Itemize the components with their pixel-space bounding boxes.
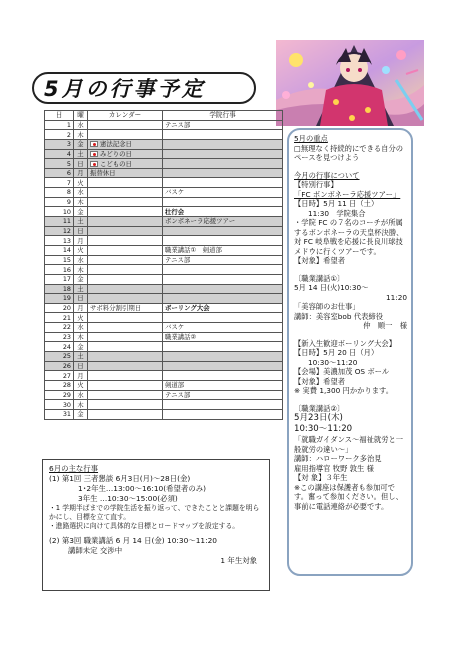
- event-cell: [163, 313, 283, 323]
- table-row: [45, 274, 283, 284]
- weekday-cell: 金: [74, 139, 88, 149]
- calendar-cell: [88, 390, 163, 400]
- weekday-cell: 日: [74, 159, 88, 169]
- weekday-cell: 土: [74, 352, 88, 362]
- weekday-cell: 火: [74, 245, 88, 255]
- bowling-date: 【日時】5月 20 日（月）: [294, 348, 379, 357]
- event-cell: [163, 409, 283, 419]
- table-row: [45, 400, 283, 410]
- table-row: [45, 265, 283, 275]
- weekday-cell: 月: [74, 168, 88, 178]
- tour-time: 11:30 学院集合: [308, 208, 366, 218]
- event-cell: ボーリング大会: [163, 303, 283, 313]
- june-line-grade3: 3年生 …10:30～15:00(必須): [78, 494, 178, 503]
- talk1-date: 5月 14 日(火)10:30～: [294, 283, 369, 292]
- decorative-illustration: [276, 40, 424, 126]
- weekday-cell: 木: [74, 197, 88, 207]
- day-cell: 11: [45, 217, 74, 227]
- bowling-target: 【対象】希望者: [294, 376, 346, 386]
- talk2-note: ※この講座は保護者も参加可です。奮って参加ください。但し、事前に電話連絡が必要です。: [294, 482, 403, 511]
- event-cell: [163, 342, 283, 352]
- calendar-cell: [88, 255, 163, 265]
- calendar-cell: [88, 188, 163, 198]
- talk2-time: 10:30～11:20: [294, 424, 353, 434]
- day-cell: 29: [45, 390, 74, 400]
- event-cell: [163, 236, 283, 246]
- weekday-cell: 月: [74, 236, 88, 246]
- event-cell: テニス部: [163, 255, 283, 265]
- event-cell: バスケ: [163, 323, 283, 333]
- calendar-cell: [88, 303, 163, 313]
- calendar-cell: [88, 120, 163, 130]
- weekday-cell: 日: [74, 226, 88, 236]
- weekday-cell: 木: [74, 400, 88, 410]
- table-row: [45, 332, 283, 342]
- calendar-text: 憲法記念日: [100, 140, 132, 149]
- day-cell: 16: [45, 265, 74, 275]
- talk2-speaker-name: 雇用指導官 牧野 敦生 様: [294, 463, 374, 473]
- day-cell: 6: [45, 168, 74, 178]
- weekday-cell: 水: [74, 255, 88, 265]
- talk2-speaker: 講師：ハローワーク多治見: [294, 454, 382, 463]
- event-cell: [163, 139, 283, 149]
- focus-text: □無理なく持続的にできる自分のペースを見つけよう: [294, 143, 404, 162]
- day-cell: 15: [45, 255, 74, 265]
- table-row: [45, 303, 283, 313]
- day-cell: 21: [45, 313, 74, 323]
- talk1-end-time: 11:20: [385, 292, 407, 302]
- day-cell: 30: [45, 400, 74, 410]
- monthly-events-panel: [287, 128, 413, 576]
- weekday-cell: 日: [74, 361, 88, 371]
- events-heading: 今月の行事について: [294, 170, 360, 180]
- june-events-box: [42, 459, 270, 591]
- table-row: [45, 130, 283, 140]
- table-row: [45, 323, 283, 333]
- tour-target: 【対象】希望者: [294, 256, 346, 265]
- day-cell: 24: [45, 342, 74, 352]
- event-cell: [163, 149, 283, 159]
- table-row: [45, 120, 283, 130]
- japan-flag-icon: [90, 151, 98, 157]
- bowling-fee: ※ 実費 1,300 円かかります。: [294, 386, 394, 395]
- day-cell: 3: [45, 139, 74, 149]
- weekday-cell: 火: [74, 313, 88, 323]
- focus-heading: 5月の重点: [294, 134, 328, 143]
- calendar-text: 振替休日: [90, 169, 116, 178]
- calendar-cell: [88, 245, 163, 255]
- calendar-cell: [88, 274, 163, 284]
- weekday-cell: 水: [74, 390, 88, 400]
- event-cell: [163, 197, 283, 207]
- event-cell: [163, 168, 283, 178]
- table-row: [45, 313, 283, 323]
- weekday-cell: 土: [74, 217, 88, 227]
- calendar-cell: [88, 361, 163, 371]
- talk2-label: 〔職業講話②〕: [294, 403, 345, 413]
- june-line-grade12: 1･2年生…13:00～16:10(希望者のみ): [78, 484, 206, 493]
- weekday-cell: 金: [74, 207, 88, 217]
- day-cell: 20: [45, 303, 74, 313]
- calendar-cell: [88, 332, 163, 342]
- weekday-cell: 土: [74, 149, 88, 159]
- table-row: [45, 390, 283, 400]
- event-cell: [163, 400, 283, 410]
- calendar-cell: [88, 342, 163, 352]
- event-cell: [163, 226, 283, 236]
- calendar-cell: [88, 226, 163, 236]
- day-cell: 23: [45, 332, 74, 342]
- table-row: [45, 139, 283, 149]
- calendar-cell: [88, 265, 163, 275]
- june-line-talk: (2) 第3回 職業講話 6 月 14 日(金) 10:30～11:20: [49, 535, 217, 545]
- calendar-cell: [88, 168, 163, 178]
- special-label: 【特別行事】: [294, 180, 338, 189]
- table-row: [45, 168, 283, 178]
- weekday-cell: 金: [74, 342, 88, 352]
- calendar-cell: [88, 352, 163, 362]
- event-cell: テニス部: [163, 390, 283, 400]
- header-calendar: カレンダー: [88, 111, 163, 121]
- event-cell: [163, 178, 283, 188]
- day-cell: 9: [45, 197, 74, 207]
- table-row: [45, 294, 283, 304]
- calendar-text: みどりの日: [100, 149, 132, 158]
- day-cell: 5: [45, 159, 74, 169]
- day-cell: 31: [45, 409, 74, 419]
- day-cell: 1: [45, 120, 74, 130]
- calendar-cell: [88, 149, 163, 159]
- calendar-table: [44, 110, 283, 420]
- weekday-cell: 日: [74, 294, 88, 304]
- june-line-conference: (1) 第1回 三者懇談 6月3日(月)～28日(金): [49, 474, 191, 483]
- calendar-text: サボ料分割引期日: [90, 304, 142, 313]
- june-line-purpose: ・1 学期半ばまでの学院生活を振り返って、できたことと課題を明らかにし、目標を立て直す。: [49, 504, 260, 522]
- talk2-date: 5月23日(木): [294, 413, 343, 423]
- tour-name: 「FC ボンボネーラ応援ツアー」: [294, 189, 401, 199]
- weekday-cell: 火: [74, 178, 88, 188]
- june-line-goal: ・進路選択に向けて具体的な目標とロードマップを設定する。: [49, 522, 240, 531]
- day-cell: 28: [45, 380, 74, 390]
- day-cell: 10: [45, 207, 74, 217]
- calendar-cell: [88, 159, 163, 169]
- june-heading: 6月の主な行事: [49, 464, 99, 473]
- event-cell: 職業講話① 剣道部: [163, 245, 283, 255]
- calendar-cell: [88, 139, 163, 149]
- event-cell: [163, 371, 283, 381]
- event-cell: 職業講話②: [163, 332, 283, 342]
- title-banner: [32, 72, 256, 104]
- page-title: 5月の行事予定: [44, 77, 206, 101]
- day-cell: 22: [45, 323, 74, 333]
- event-cell: [163, 159, 283, 169]
- bowling-label: 【新入生歓迎ボーリング大会】: [294, 338, 397, 348]
- weekday-cell: 金: [74, 409, 88, 419]
- weekday-cell: 水: [74, 323, 88, 333]
- weekday-cell: 木: [74, 265, 88, 275]
- table-row: [45, 284, 283, 294]
- calendar-cell: [88, 197, 163, 207]
- table-row: [45, 149, 283, 159]
- talk2-target: 【対 象】３年生: [294, 473, 348, 482]
- table-row: [45, 371, 283, 381]
- talk1-title: 「美容師のお仕事」: [294, 302, 360, 311]
- table-row: [45, 207, 283, 217]
- event-cell: [163, 284, 283, 294]
- header-school-events: 学院行事: [163, 111, 283, 121]
- calendar-cell: [88, 323, 163, 333]
- table-row: [45, 217, 283, 227]
- weekday-cell: 月: [74, 303, 88, 313]
- day-cell: 25: [45, 352, 74, 362]
- talk1-label: 〔職業講話①〕: [294, 273, 345, 283]
- day-cell: 14: [45, 245, 74, 255]
- day-cell: 17: [45, 274, 74, 284]
- weekday-cell: 土: [74, 284, 88, 294]
- event-cell: 壮行会: [163, 207, 283, 217]
- day-cell: 18: [45, 284, 74, 294]
- day-cell: 7: [45, 178, 74, 188]
- header-weekday: 曜: [74, 111, 88, 121]
- table-row: [45, 380, 283, 390]
- calendar-cell: [88, 236, 163, 246]
- table-row: [45, 178, 283, 188]
- weekday-cell: 木: [74, 130, 88, 140]
- event-cell: バスケ: [163, 188, 283, 198]
- talk2-title: 「就職ガイダンス～福祉就労と一般就労の違い～」: [294, 435, 404, 454]
- table-row: [45, 226, 283, 236]
- day-cell: 19: [45, 294, 74, 304]
- table-row: [45, 255, 283, 265]
- june-line-speaker: 講師未定 交渉中: [68, 545, 123, 555]
- calendar-cell: [88, 371, 163, 381]
- event-cell: テニス部: [163, 120, 283, 130]
- table-row: [45, 352, 283, 362]
- event-cell: [163, 294, 283, 304]
- event-cell: 剣道部: [163, 380, 283, 390]
- calendar-cell: [88, 217, 163, 227]
- talk1-speaker-name: 仲 順一 様: [363, 321, 407, 330]
- table-row: [45, 188, 283, 198]
- bowling-place: 【会場】美濃加茂 OS ボール: [294, 367, 390, 376]
- event-cell: ボンボネーラ応援ツアー: [163, 217, 283, 227]
- weekday-cell: 金: [74, 274, 88, 284]
- day-cell: 4: [45, 149, 74, 159]
- calendar-cell: [88, 207, 163, 217]
- calendar-cell: [88, 409, 163, 419]
- event-cell: [163, 361, 283, 371]
- day-cell: 2: [45, 130, 74, 140]
- table-row: [45, 245, 283, 255]
- calendar-cell: [88, 284, 163, 294]
- table-row: [45, 342, 283, 352]
- event-cell: [163, 130, 283, 140]
- day-cell: 12: [45, 226, 74, 236]
- calendar-cell: [88, 313, 163, 323]
- event-cell: [163, 265, 283, 275]
- day-cell: 27: [45, 371, 74, 381]
- header-day: 日: [45, 111, 74, 121]
- weekday-cell: 木: [74, 332, 88, 342]
- table-row: [45, 236, 283, 246]
- june-line-target: 1 年生対象: [220, 555, 257, 565]
- table-row: [45, 197, 283, 207]
- calendar-cell: [88, 294, 163, 304]
- japan-flag-icon: [90, 141, 98, 147]
- event-cell: [163, 352, 283, 362]
- japan-flag-icon: [90, 161, 98, 167]
- calendar-cell: [88, 130, 163, 140]
- calendar-cell: [88, 380, 163, 390]
- table-header-row: [45, 111, 283, 121]
- table-row: [45, 361, 283, 371]
- weekday-cell: 水: [74, 120, 88, 130]
- bowling-time: 10:30～11:20: [308, 357, 358, 367]
- tour-description: ・学院 FC の７名のコーチが所属するボンボネーラの天皇杯決勝、対 FC 岐阜戦を応援に長良川球技メドウに行くツアーです。: [294, 218, 404, 256]
- calendar-cell: [88, 400, 163, 410]
- table-row: [45, 159, 283, 169]
- weekday-cell: 月: [74, 371, 88, 381]
- tour-date: 【日時】5月 11 日（土）: [294, 199, 379, 208]
- event-cell: [163, 274, 283, 284]
- day-cell: 13: [45, 236, 74, 246]
- calendar-cell: [88, 178, 163, 188]
- weekday-cell: 火: [74, 380, 88, 390]
- day-cell: 26: [45, 361, 74, 371]
- table-row: [45, 409, 283, 419]
- day-cell: 8: [45, 188, 74, 198]
- calendar-text: こどもの日: [100, 159, 132, 168]
- weekday-cell: 水: [74, 188, 88, 198]
- talk1-speaker: 講師：美容室bob 代表締役: [294, 311, 384, 321]
